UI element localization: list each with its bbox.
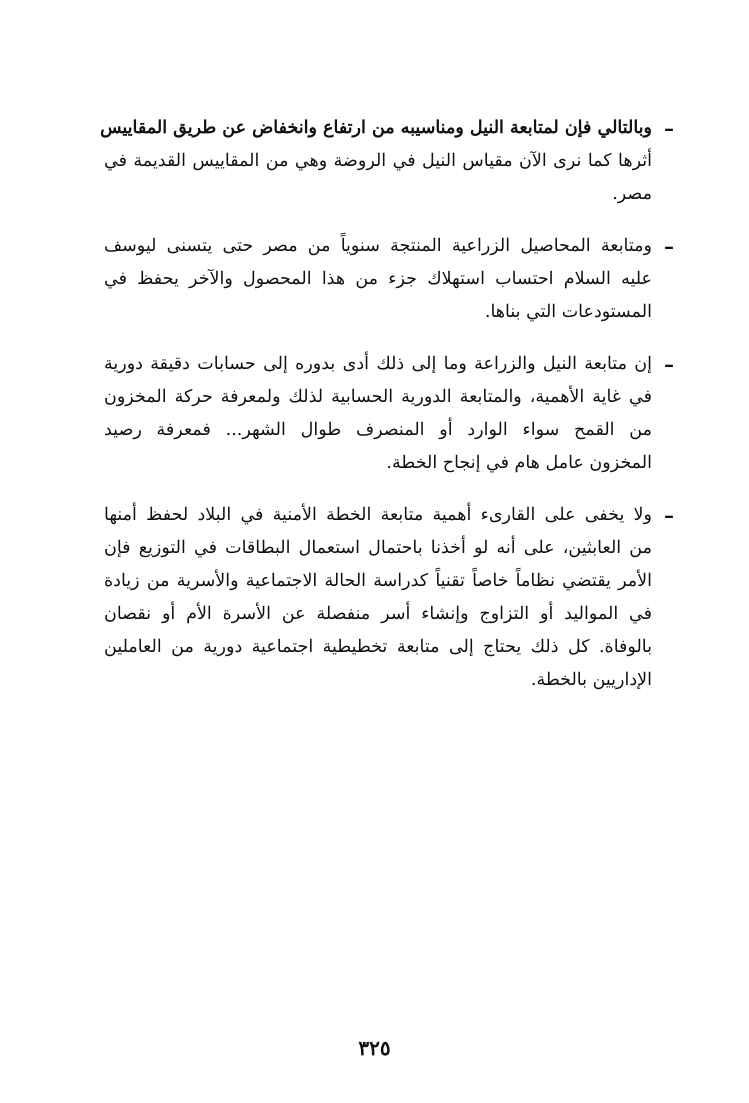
paragraph-line: ولا يخفى على القارىء أهمية متابعة الخطة الأمنية في البلاد لحفظ أمنها <box>104 505 652 525</box>
bullet-dash: – <box>664 116 674 140</box>
page-number: ٣٢٥ <box>358 1036 391 1060</box>
document-body <box>100 112 674 716</box>
paragraph-line: المخزون عامل هام في إنجاح الخطة. <box>386 453 652 473</box>
paragraph-line: الأمر يقتضي نظاماً خاصاً تقنياً كدراسة الحالة الاجتماعية والأسرية من زيادة <box>104 571 652 591</box>
paragraph-calculations <box>104 348 674 480</box>
paragraph-line: المستودعات التي بناها. <box>484 302 652 322</box>
paragraph-line: بالوفاة. كل ذلك يحتاج إلى متابعة تخطيطية اجتماعية دورية من العاملين <box>104 637 652 657</box>
paragraph-line: من العابثين، على أنه لو أخذنا باحتمال استعمال البطاقات في التوزيع فإن <box>104 538 652 558</box>
paragraph-line: الإداريين بالخطة. <box>530 670 652 690</box>
paragraph-line: في المواليد أو التزاوج وإنشاء أسر منفصلة عن الأسرة الأم أو نقصان <box>104 604 652 624</box>
paragraph-line: ومتابعة المحاصيل الزراعية المنتجة سنوياً من مصر حتى يتسنى ليوسف <box>104 236 652 256</box>
paragraph-line: إن متابعة النيل والزراعة وما إلى ذلك أدى بدوره إلى حسابات دقيقة دورية <box>104 354 652 374</box>
paragraph-line: وبالتالي فإن لمتابعة النيل ومناسيبه من ارتفاع وانخفاض عن طريق المقاييس <box>100 118 652 138</box>
paragraph-line: في غاية الأهمية، والمتابعة الدورية الحسابية لذلك ولمعرفة حركة المخزون <box>104 387 652 407</box>
paragraph-line: مصر. <box>612 184 652 204</box>
paragraph-line: من القمح سواء الوارد أو المنصرف طوال الشهر... فمعرفة رصيد <box>104 420 652 440</box>
bullet-dash: – <box>664 234 674 258</box>
bullet-dash: – <box>664 503 674 527</box>
paragraph-line: أثرها كما نرى الآن مقياس النيل في الروضة وهي من المقاييس القديمة في <box>104 151 652 171</box>
paragraph-line: عليه السلام احتساب استهلاك جزء من هذا المحصول والآخر يحفظ في <box>104 269 652 289</box>
paragraph-nile-gauges <box>100 112 674 211</box>
paragraph-security-plan <box>104 499 674 697</box>
paragraph-crops <box>104 230 674 329</box>
bullet-dash: – <box>664 352 674 376</box>
